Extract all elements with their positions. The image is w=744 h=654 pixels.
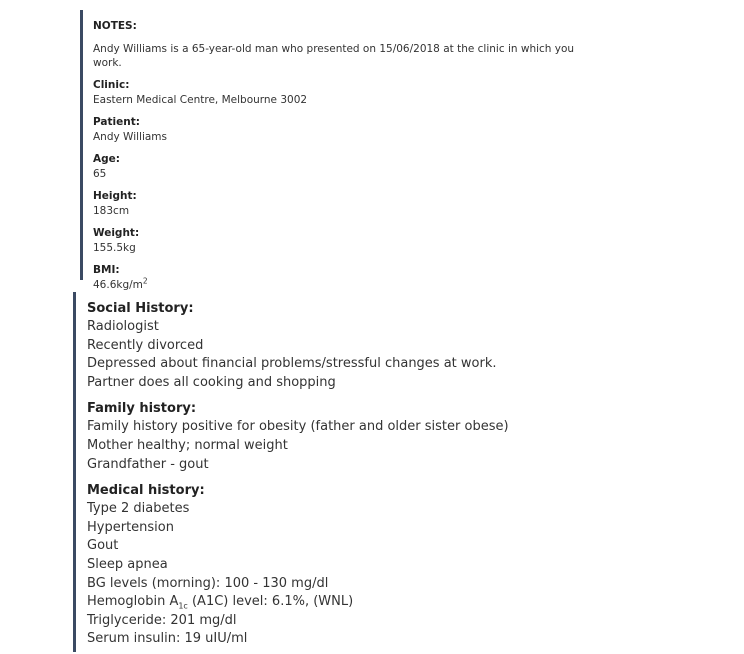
list-item: Type 2 diabetes (87, 501, 190, 517)
notes-panel (80, 10, 600, 291)
bmi-label: BMI: (93, 264, 120, 276)
family-history-section (87, 400, 593, 474)
list-item: Partner does all cooking and shopping (87, 374, 336, 390)
medical-history-heading: Medical history: (87, 483, 205, 499)
clinic-label: Clinic: (93, 79, 130, 91)
history-panel (73, 292, 593, 652)
notes-intro: Andy Williams is a 65-year-old man who presented on 15/06/2018 at the clinic in which you work. (93, 43, 575, 69)
patient-label: Patient: (93, 116, 140, 128)
age-field (93, 152, 600, 181)
list-item: Hypertension (87, 519, 174, 535)
hba1c-subscript: 1c (178, 601, 188, 611)
medical-history-section (87, 482, 593, 649)
hba1c-item (87, 593, 593, 612)
hba1c-suffix: (A1C) level: 6.1%, (WNL) (187, 594, 354, 610)
family-history-heading: Family history: (87, 401, 197, 417)
list-item: Triglyceride: 201 mg/dl (87, 612, 237, 628)
height-field (93, 189, 600, 218)
clinic-field (93, 78, 600, 107)
bmi-field (93, 263, 600, 292)
notes-header (93, 19, 600, 33)
clinic-value: Eastern Medical Centre, Melbourne 3002 (93, 94, 308, 106)
list-item: Recently divorced (87, 337, 204, 353)
list-item: Mother healthy; normal weight (87, 437, 288, 453)
social-history-section (87, 300, 593, 392)
bmi-value-line (93, 278, 600, 292)
list-item: Grandfather - gout (87, 456, 209, 472)
list-item: Serum insulin: 19 uIU/ml (87, 631, 248, 647)
hba1c-prefix: Hemoglobin A (87, 594, 179, 610)
patient-value: Andy Williams (93, 131, 168, 143)
height-value: 183cm (93, 205, 130, 217)
height-label: Height: (93, 190, 137, 202)
list-item: Gout (87, 538, 119, 554)
age-value: 65 (93, 168, 107, 180)
list-item: BG levels (morning): 100 - 130 mg/dl (87, 575, 329, 591)
patient-field (93, 115, 600, 144)
list-item: Depressed about financial problems/stressful changes at work. (87, 356, 497, 372)
list-item: Family history positive for obesity (father and older sister obese) (87, 419, 509, 435)
bmi-value: 46.6kg/m (93, 279, 143, 291)
bmi-unit-exponent: 2 (142, 276, 148, 286)
social-history-heading: Social History: (87, 301, 194, 316)
weight-field (93, 226, 600, 255)
list-item: Sleep apnea (87, 556, 168, 572)
weight-label: Weight: (93, 227, 140, 239)
age-label: Age: (93, 153, 120, 165)
notes-heading: NOTES: (93, 20, 137, 32)
weight-value: 155.5kg (93, 242, 136, 254)
list-item: Radiologist (87, 319, 159, 334)
